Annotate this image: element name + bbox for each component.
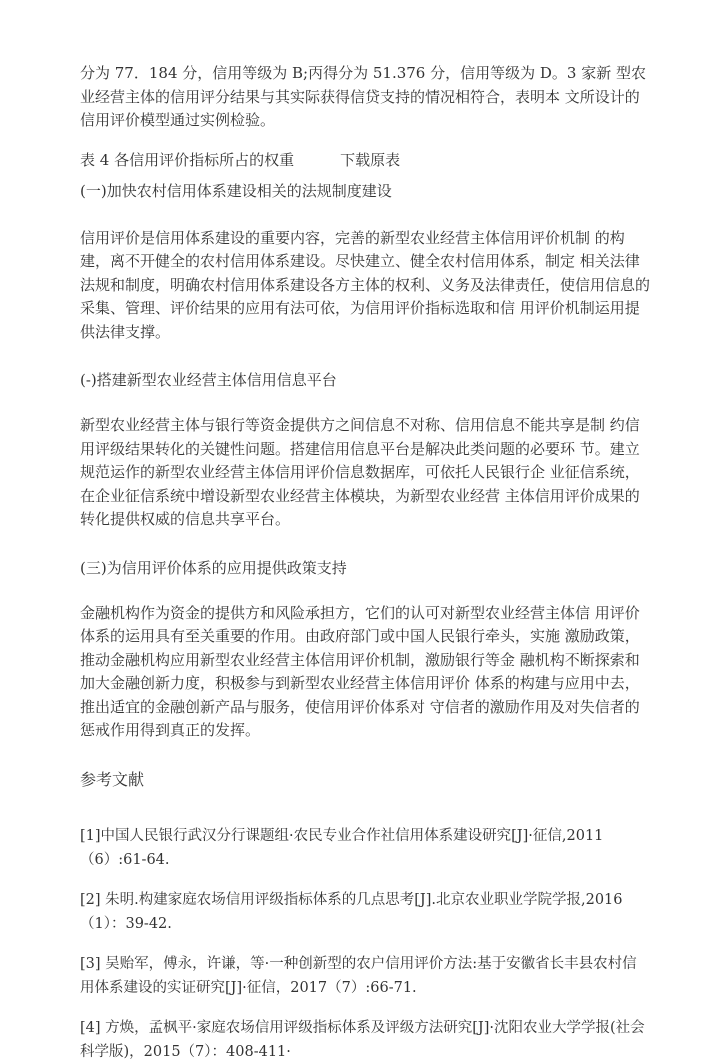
section-body-1: 信用评价是信用体系建设的重要内容，完善的新型农业经营主体信用评价机制 的构建，离不开健全的农村信用体系建设。尽快建立、健全农村信用体系，制定 相关法律法规和制度，明确农村信用体系建设各方主体的权利、义务及法律责任，使信用信息的采集、管理、评价结果的应用有法可依，为信用评价指标选取和信 用评价机制运用提供法律支撑。 <box>80 228 651 341</box>
reference-item-1: [1]中国人民银行武汉分行课题组·农民专业合作社信用体系建设研究[J]·征信,2011（6）:61-64. <box>80 827 604 868</box>
section-heading-3: (三)为信用评价体系的应用提供政策支持 <box>80 558 347 577</box>
table-caption-row <box>80 149 650 172</box>
section-body-2: 新型农业经营主体与银行等资金提供方之间信息不对称、信用信息不能共享是制 约信用评级结果转化的关键性问题。搭建信用信息平台是解决此类问题的必要环 节。建立规范运作的新型农业经营主体信用评价信息数据库，可依托人民银行企 业征信系统，在企业征信系统中增设新型农业经营主体模块，为新型农业经营 主体信用评价成果的转化提供权威的信息共享平台。 <box>80 416 640 528</box>
download-table-link[interactable]: 下载原表 <box>340 150 401 169</box>
table-caption: 表 4 各信用评价指标所占的权重 <box>80 150 295 169</box>
reference-item-4: [4] 方焕，孟枫平·家庭农场信用评级指标体系及评级方法研究[J]·沈阳农业大学学报(社会科学版)，2015（7）：408-411· <box>80 1019 645 1060</box>
section-heading-2: (-)搭建新型农业经营主体信用信息平台 <box>80 371 337 389</box>
section-body-3: 金融机构作为资金的提供方和风险承担方，它们的认可对新型农业经营主体信 用评价体系的运用具有至关重要的作用。由政府部门或中国人民银行牵头，实施 激励政策，推动金融机构应用新型农业经营主体信用评价机制，激励银行等金 融机构不断探索和加大金融创新力度，积极参与到新型农业经营主体信用评价 体系的构建与应用中去，推出适宜的金融创新产品与服务，使信用评价体系对 守信者的激励作用及对失信者的惩戒作用得到真正的发挥。 <box>80 603 640 739</box>
references-title: 参考文献 <box>80 769 145 789</box>
reference-item-3: [3] 吴贻军，傅永，许谦，等·一种创新型的农户信用评价方法:基于安徽省长丰县农村信用体系建设的实证研究[J]·征信，2017（7）:66-71. <box>80 955 637 996</box>
section-heading-1: (一)加快农村信用体系建设相关的法规制度建设 <box>80 181 392 200</box>
reference-item-2: [2] 朱明.构建家庭农场信用评级指标体系的几点思考[J].北京农业职业学院学报,2016（1）：39-42. <box>80 891 623 932</box>
intro-paragraph: 分为 77．184 分，信用等级为 B;丙得分为 51.376 分，信用等级为 D。3 家新 型农业经营主体的信用评分结果与其实际获得信贷支持的情况相符合，表明本 文所设计的信用评价模型通过实例检验。 <box>80 64 646 129</box>
